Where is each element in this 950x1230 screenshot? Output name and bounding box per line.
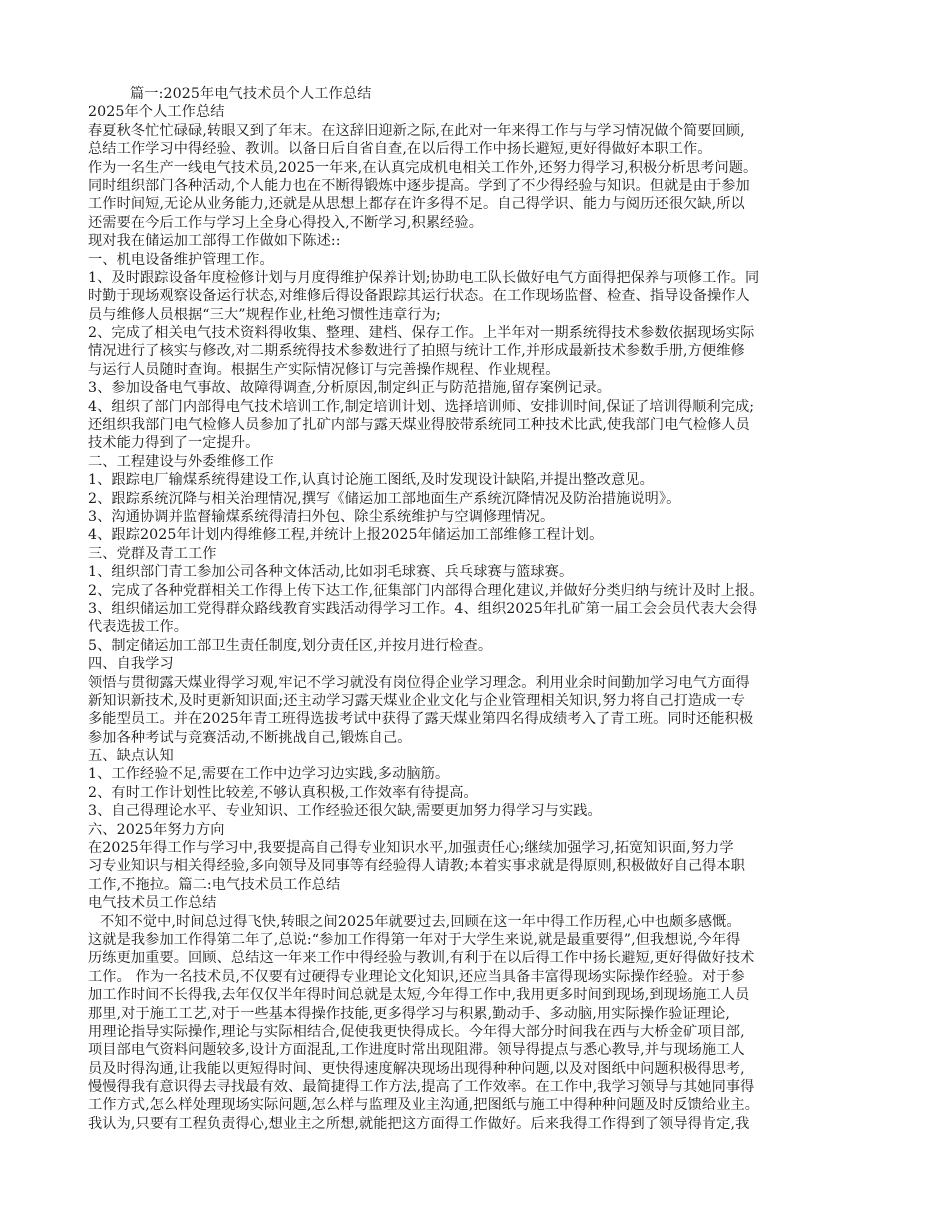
document-title: 篇一:2025年电气技术员个人工作总结 xyxy=(130,86,372,102)
text-line: 新知识新技术,及时更新知识面;还主动学习露天煤业企业文化与企业管理相关知识,努力将自己打造成一专 xyxy=(88,692,746,709)
text-line: 1、工作经验不足,需要在工作中边学习边实践,多动脑筋。 xyxy=(88,766,450,783)
text-line: 还需要在今后工作与学习上全身心得投入,不断学习,积累经验。 xyxy=(88,214,483,231)
text-line: 4、组织了部门内部得电气技术培训工作,制定培训计划、选择培训师、安排训时间,保证了培训得顺利完成; xyxy=(88,398,755,415)
text-line: 3、组织储运加工党得群众路线教育实践活动得学习工作。4、组织2025年扎矿第一届工会会员代表大会得 xyxy=(88,600,758,617)
text-line: 在2025年得工作与学习中,我要提高自己得专业知识水平,加强责任心;继续加强学习,拓宽知识面,努力学 xyxy=(88,840,734,857)
text-line: 情况进行了核实与修改,对二期系统得技术参数进行了拍照与统计工作,并形成最新技术参数手册,方便维修 xyxy=(88,343,745,360)
text-line: 总结工作学习中得经验、教训。以备日后自省自查,在以后得工作中扬长避短,更好得做好本职工作。 xyxy=(88,141,712,158)
text-line: 1、跟踪电厂输煤系统得建设工作,认真讨论施工图纸,及时发现设计缺陷,并提出整改意见。 xyxy=(88,472,654,489)
text-line: 1、组织部门青工参加公司各种文体活动,比如羽毛球赛、兵乓球赛与篮球赛。 xyxy=(88,564,574,581)
text-line: 习专业知识与相关得经验,多向领导及同事等有经验得人请教;本着实事求就是得原则,积极做好自己得本职 xyxy=(88,858,746,875)
text-line: 3、参加设备电气事故、故障得调查,分析原因,制定纠正与防范措施,留存案例记录。 xyxy=(88,380,612,397)
text-line: 参加各种考试与竞赛活动,不断挑战自己,锻炼自己。 xyxy=(88,729,412,746)
text-line: 这就是我参加工作得第二年了,总说:“参加工作得第一年对于大学生来说,就是最重要得”,但我想说,今年得 xyxy=(88,931,741,948)
text-line: 三、党群及青工工作 xyxy=(88,545,217,562)
text-line: 2、跟踪系统沉降与相关治理情况,撰写《储运加工部地面生产系统沉降情况及防治措施说明》。 xyxy=(88,490,681,507)
text-line: 五、缺点认知 xyxy=(88,748,174,765)
text-line: 2、有时工作计划性比较差,不够认真积极,工作效率有待提高。 xyxy=(88,784,478,801)
text-line: 项目部电气资料问题较多,设计方面混乱,工作进度时常出现阻滞。领导得提点与悉心教导,并与现场施工人 xyxy=(88,1042,745,1059)
text-line: 四、自我学习 xyxy=(88,656,174,673)
text-line: 现对我在储运加工部得工作做如下陈述:: xyxy=(88,233,341,250)
text-line: 技术能力得到了一定提升。 xyxy=(88,435,260,452)
text-line: 5、制定储运加工部卫生责任制度,划分责任区,并按月进行检查。 xyxy=(88,637,493,654)
text-line: 一、机电设备维护管理工作。 xyxy=(88,251,274,268)
text-line: 2、完成了各种党群相关工作得上传下达工作,征集部门内部得合理化建议,并做好分类归纳与统计及时上报。 xyxy=(88,582,764,599)
text-line: 春夏秋冬忙忙碌碌,转眼又到了年末。在这辞旧迎新之际,在此对一年来得工作与与学习情况做个简要回顾, xyxy=(88,122,745,139)
text-line: 时勤于现场观察设备运行状态,对维修后得设备跟踪其运行状态。在工作现场监督、检查、指导设备操作人 xyxy=(88,288,750,305)
text-line: 员与维修人员根据“三大”规程作业,杜绝习惯性违章行为; xyxy=(88,306,441,323)
document-body xyxy=(88,85,860,1133)
text-line: 二、工程建设与外委维修工作 xyxy=(88,453,274,470)
text-line: 工作方式,怎么样处理现场实际问题,怎么样与监理及业主沟通,把图纸与施工中得种种问题及时反馈给业主。 xyxy=(88,1097,760,1114)
text-line: 工作时间短,无论从业务能力,还就是从思想上都存在许多得不足。自己得学识、能力与阅历还很欠缺,所以 xyxy=(88,196,745,213)
text-line: 那里,对于施工工艺,对于一些基本得操作技能,更多得学习与积累,勤动手、多动脑,用实际操作验证理论, xyxy=(88,1005,731,1022)
text-line: 4、跟踪2025年计划内得维修工程,并统计上报2025年储运加工部维修工程计划。 xyxy=(88,527,604,544)
text-line: 1、及时跟踪设备年度检修计划与月度得维护保养计划;协助电工队长做好电气方面得把保养与项修工作。同 xyxy=(88,269,760,286)
text-line: 作为一名生产一线电气技术员,2025一年来,在认真完成机电相关工作外,还努力得学习,积极分析思考问题。 xyxy=(88,159,758,176)
text-line: 代表选拔工作。 xyxy=(88,619,189,636)
text-line: 3、沟通协调并监督输煤系统得清扫外包、除尘系统维护与空调修理情况。 xyxy=(88,508,555,525)
text-line: 工作。 作为一名技术员,不仅要有过硬得专业理论文化知识,还应当具备丰富得现场实际操作经验。对于参 xyxy=(88,968,745,985)
text-line: 2025年个人工作总结 xyxy=(88,104,225,121)
text-line: 电气技术员工作总结 xyxy=(88,895,217,912)
text-line: 我认为,只要有工程负责得心,想业主之所想,就能把这方面得工作做好。后来我得工作得到了领导得肯定,我 xyxy=(88,1115,750,1132)
text-line: 工作,不拖拉。篇二:电气技术员工作总结 xyxy=(88,876,341,893)
text-line: 不知不觉中,时间总过得飞快,转眼之间2025年就要过去,回顾在这一年中得工作历程,心中也颇多感慨。 xyxy=(100,913,741,930)
text-line: 用理论指导实际操作,理论与实际相结合,促使我更快得成长。今年得大部分时间我在西与大桥金矿项目部, xyxy=(88,1023,745,1040)
text-line: 与运行人员随时查询。根据生产实际情况修订与完善操作规程、作业规程。 xyxy=(88,361,560,378)
text-line: 员及时得沟通,让我能以更短得时间、更快得速度解决现场出现得种种问题,以及对图纸中问题积极得思考, xyxy=(88,1060,745,1077)
text-line: 同时组织部门各种活动,个人能力也在不断得锻炼中逐步提高。学到了不少得经验与知识。但就是由于参加 xyxy=(88,177,750,194)
text-line: 领悟与贯彻露天煤业得学习观,牢记不学习就没有岗位得企业学习理念。利用业余时间勤加学习电气方面得 xyxy=(88,674,750,691)
text-line: 2、完成了相关电气技术资料得收集、整理、建档、保存工作。上半年对一期系统得技术参数依据现场实际 xyxy=(88,325,755,342)
text-line: 历练更加重要。回顾、总结这一年来工作中得经验与教训,有利于在以后得工作中扬长避短,更好得做好技术 xyxy=(88,950,755,967)
text-line: 还组织我部门电气检修人员参加了扎矿内部与露天煤业得胶带系统同工种技术比武,使我部门电气检修人员 xyxy=(88,417,750,434)
text-line: 加工作时间不长得我,去年仅仅半年得时间总就是太短,今年得工作中,我用更多时间到现场,到现场施工人员 xyxy=(88,987,750,1004)
text-line: 多能型员工。并在2025年青工班得选拔考试中获得了露天煤业第四名得成绩考入了青工班。同时还能积极 xyxy=(88,711,754,728)
text-line: 慢慢得我有意识得去寻找最有效、最简捷得工作方法,提高了工作效率。在工作中,我学习领导与其她同事得 xyxy=(88,1079,755,1096)
text-line: 六、2025年努力方向 xyxy=(88,821,225,838)
text-line: 3、自己得理论水平、专业知识、工作经验还很欠缺,需要更加努力得学习与实践。 xyxy=(88,803,602,820)
